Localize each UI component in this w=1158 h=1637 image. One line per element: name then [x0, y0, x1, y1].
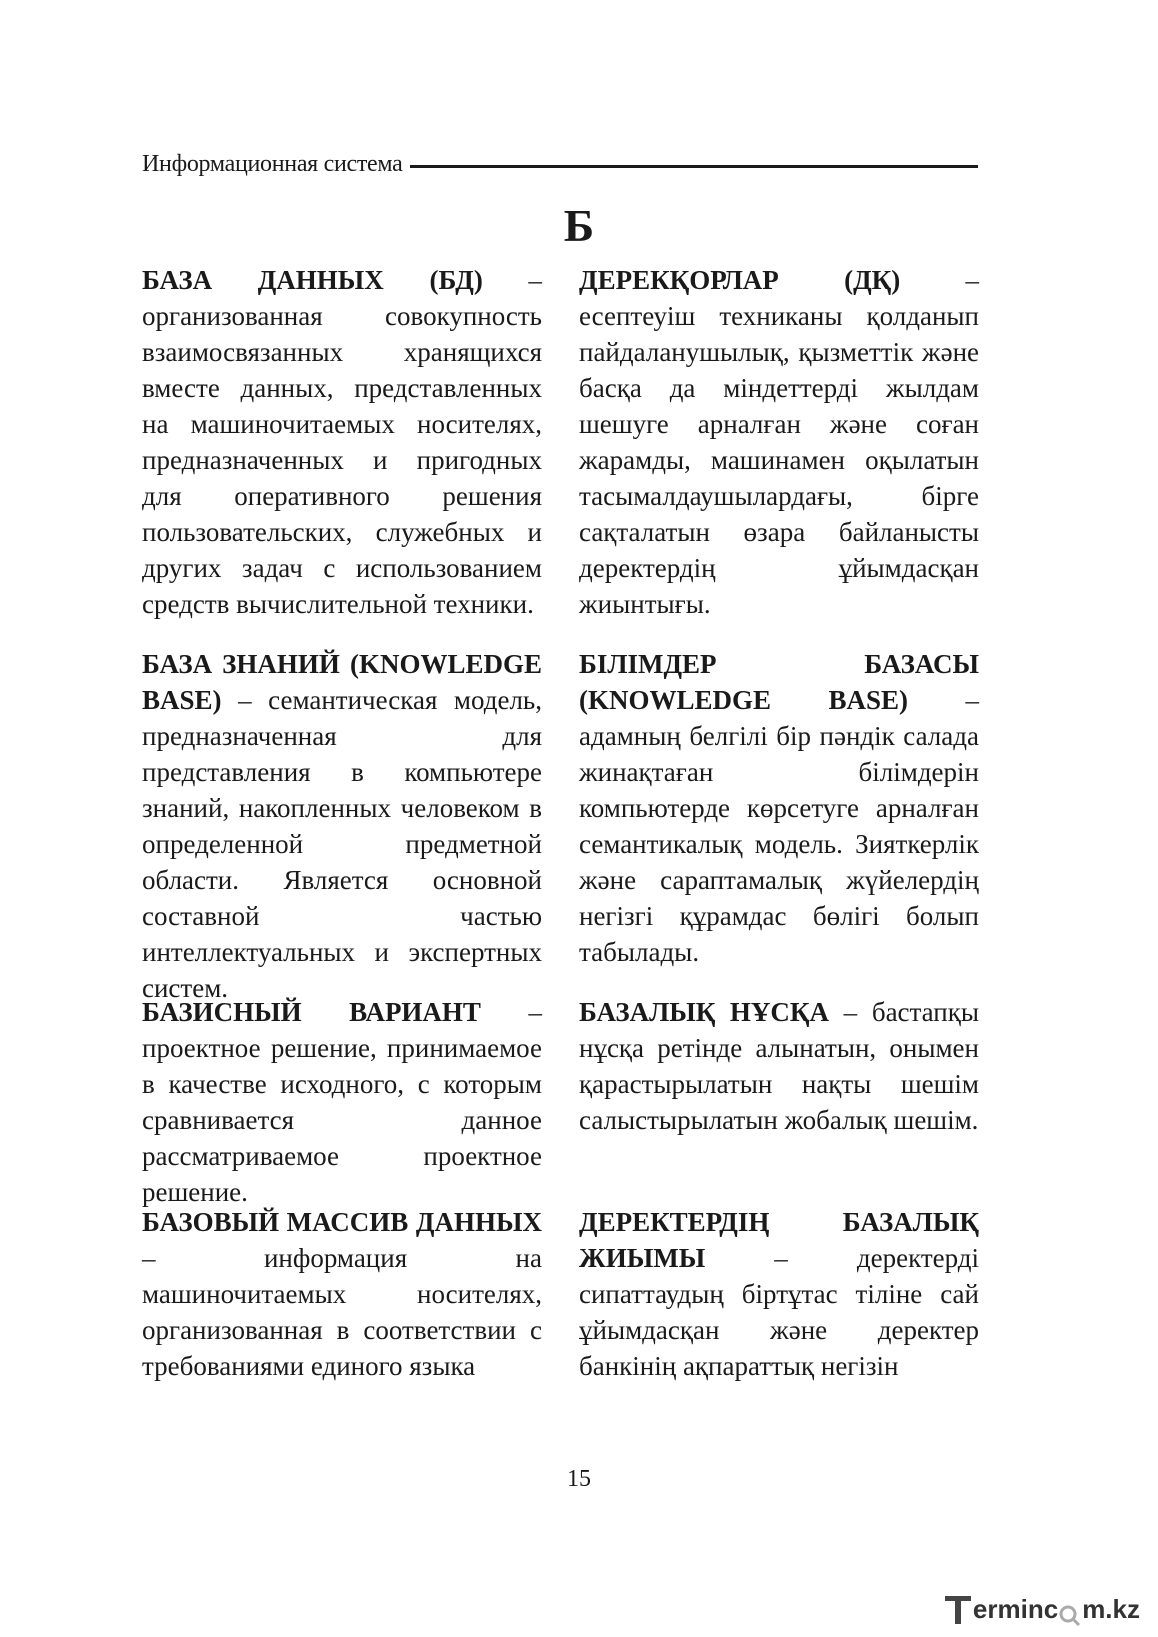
entry-term: БІЛІМДЕР БАЗАСЫ (KNOWLEDGE BASE): [579, 649, 979, 715]
entry-definition: – есептеуіш техниканы қолданып пайдаланушылық, қызметтік және басқа да міндеттерді жылдам шешуге арналған және соған жарамды, машинамен оқылатын тасымалдаушылардағы, бірге сақталатын өзара байланысты деректердің ұйымдасқан жиынтығы.: [579, 265, 979, 619]
entry-definition: – организованная совокупность взаимосвязанных хранящихся вместе данных, представленных на машиночитаемых носителях, предназначенных и пригодных для оперативного решения пользовательских, служебных и других задач с использованием средств вычислительной техники.: [142, 265, 542, 619]
entry-term: БАЗИСНЫЙ ВАРИАНТ: [142, 997, 481, 1027]
entry-bilimder-bazasy: [579, 646, 979, 970]
magnifier-icon: [1058, 1598, 1082, 1626]
entry-term: БАЗАЛЫҚ НҰСҚА: [579, 997, 830, 1027]
running-head: [142, 148, 978, 180]
watermark-suffix: m.kz: [1082, 1594, 1140, 1624]
entry-definition: – деректерді сипаттаудың біртұтас тіліне сай ұйымдасқан және деректер банкінің ақпараттық негізін: [579, 1243, 979, 1381]
entry-definition: – семантическая модель, предназначенная для представления в компьютере знаний, накопленных человеком в определенной предметной области. Является основной составной частью интеллектуальных и экспертных систем.: [142, 685, 542, 1003]
entry-definition: – информация на машиночитаемых носителях, организованная в соответствии с требованиями единого языка: [142, 1243, 542, 1381]
watermark-middle: c: [1043, 1594, 1059, 1624]
entry-bazalyq-nusqa: [579, 994, 979, 1138]
entry-derekterdin-bazalyq: [579, 1204, 979, 1384]
entry-definition: – бастапқы нұсқа ретінде алынатын, онымен қарастырылатын нақты шешім салыстырылатын жобалық шешім.: [579, 997, 979, 1135]
entry-bazovyy-massiv: [142, 1204, 542, 1384]
watermark-logo: [943, 1586, 1140, 1626]
entry-term: ДЕРЕКТЕРДІҢ БАЗАЛЫҚ ЖИЫМЫ: [579, 1207, 979, 1273]
running-head-rule: [410, 165, 978, 168]
entry-term: ДЕРЕКҚОРЛАР (ДҚ): [579, 265, 901, 295]
entry-definition: – проектное решение, принимаемое в качестве исходного, с которым сравнивается данное рассматриваемое проектное решение.: [142, 997, 542, 1207]
entry-bazisnyy-variant: [142, 994, 542, 1210]
entry-term: БАЗОВЫЙ МАССИВ ДАННЫХ: [142, 1207, 542, 1237]
entry-definition: –адамның белгілі бір пәндік салада жинақтаған білімдерін компьютерде көрсетуге арналған семантикалық модель. Зияткерлік және сараптамалық жүйелердің негізгі құрамдас бөлігі болып табылады.: [579, 685, 980, 967]
entry-term: БАЗА ЗНАНИЙ (KNOWLEDGE BASE): [142, 649, 542, 715]
entry-baza-dannyh: [142, 262, 542, 622]
page-number: 15: [567, 1466, 591, 1492]
entry-derekqorlar: [579, 262, 979, 622]
section-letter: Б: [563, 200, 595, 251]
watermark-prefix: ermin: [972, 1594, 1044, 1624]
t-logo-icon: [943, 1592, 973, 1626]
running-head-title: Информационная система: [142, 151, 403, 177]
entry-baza-znaniy: [142, 646, 542, 1006]
entry-term: БАЗА ДАННЫХ (БД): [142, 265, 483, 295]
